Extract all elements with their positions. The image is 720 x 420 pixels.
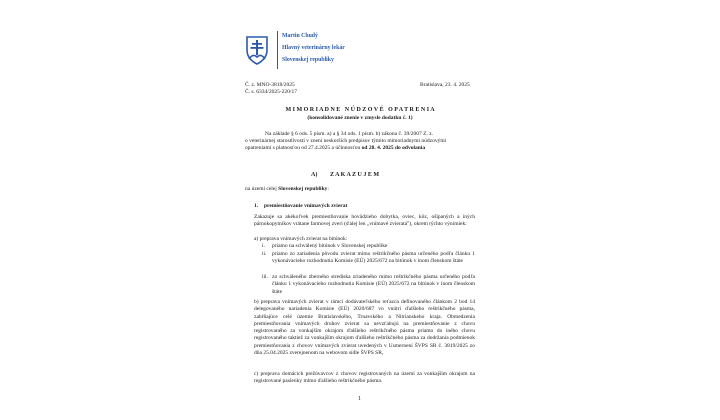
exception-ii-text: priamo zo zariadenia pôvodu zvierat mimo reštrikčného pásma určeného podľa článku 1 vykonávacieho rozhodnutia Komisie (EÚ) 2025/672 na bitúnok v inom členskom štáte (272, 251, 475, 265)
reference-number-2: Č. s. 6334/2025-220/17 (245, 89, 297, 95)
exception-b-text: b) preprava vnímavých zvierat v rámci dodávateľského reťazca definovaného článkom 2 bod 14 delegovaného nariadenia Komisie (EÚ) 2020/687 vo vnútri ďalšieho reštrikčného pásma, zahŕňajúce celé územie Bratislavského, Trnavského a Nitrianskeho kraja. Obmedzenia premiestňovania vnímavých druhov zvierat sa nevzťahujú na premiestňovanie z chovu registrovaného za vonkajším okrajom ďalšieho reštrikčného pásma priamo do iného chovu registrovaného taktiež za vonkajším okrajom ďalšieho reštrikčného pásma za dodržania podmienok premiestňovania z chovov vnímavých zvierat uvedených v Usmernení ŠVPS SR č. 3819/2025 zo dňa 25.04.2025 zverejnenom na webovom sídle ŠVPS SR, (254, 299, 475, 357)
territory-line (245, 186, 329, 193)
intro-line-2: o veterinárnej starostlivosti v znení neskorších predpisov týmito mimoriadnymi núdzovými (245, 138, 447, 144)
place-date: Bratislava, 23. 4. 2025 (420, 82, 470, 88)
intro-effective-date: od 28. 4. 2025 do odvolania (361, 145, 426, 151)
section-a-label: A) (311, 172, 318, 178)
exception-a-intro: a) preprava vnímavých zvierat na bitúnok: (254, 236, 348, 242)
territory-post: : (327, 186, 329, 192)
document-subtitle: (konsolidované znenie v zmysle dodatku č. 1) (307, 115, 413, 121)
exception-iii-text: zo schváleného zberného strediska zriadeného mimo reštrikčného pásma určeného podľa článku 1 vykonávacieho rozhodnutia Komisie (EÚ) 2025/672 na bitúnok v inom členskom štáte (272, 274, 475, 295)
reference-number-1: Č. z. MNO-3818/2025 (245, 82, 295, 88)
intro-line-3 (245, 145, 425, 152)
exception-i-text: priamo na schválený bitúnok v Slovenskej republike (272, 243, 388, 249)
territory-country: Slovenskej republiky (278, 186, 328, 192)
territory-pre: na území celej (245, 186, 279, 192)
document-title: M I M O R I A D N E N Ú D Z O V É O P A T R E N I A (285, 107, 435, 113)
point-1-heading: premiestňovanie vnímavých zvierat (264, 203, 348, 209)
point-1-number: 1. (254, 203, 259, 209)
slovak-coat-of-arms-icon (245, 35, 269, 65)
point-1-paragraph: Zakazuje sa akékoľvek premiestňovanie hovädzieho dobytka, oviec, kôz, ošípaných a iných párnokopytníkov vrátane farmovej zveri (ďalej len „vnímavé zvieratá"), okrem týchto výnimiek: (254, 214, 475, 228)
exception-c-text: c) preprava domácich prežúvavcov z chovov registrovaných na území za vonkajším okrajom na registrované pasienky mimo ďalšieho reštrikčného pásma. (254, 371, 475, 385)
exception-ii-number: ii. (262, 251, 267, 257)
intro-line-1: Na základe § 6 ods. 5 písm. a) a § 34 ods. 1 písm. b) zákona č. 39/2007 Z. z. (265, 131, 434, 137)
page-number: 1 (358, 396, 361, 402)
exception-iii-number: iii. (262, 274, 268, 280)
intro-validity-text: opatreniami s platnosťou od 27.4.2025 a účinnosťou (245, 145, 362, 151)
header-country: Slovenskej republiky (282, 57, 334, 63)
exception-i-number: i. (262, 243, 265, 249)
header-position: Hlavný veterinárny lekár (282, 45, 345, 51)
section-a-heading: Z A K A Z U J E M (330, 172, 380, 178)
header-divider (277, 31, 278, 69)
header-name: Martin Chudý (282, 33, 318, 39)
